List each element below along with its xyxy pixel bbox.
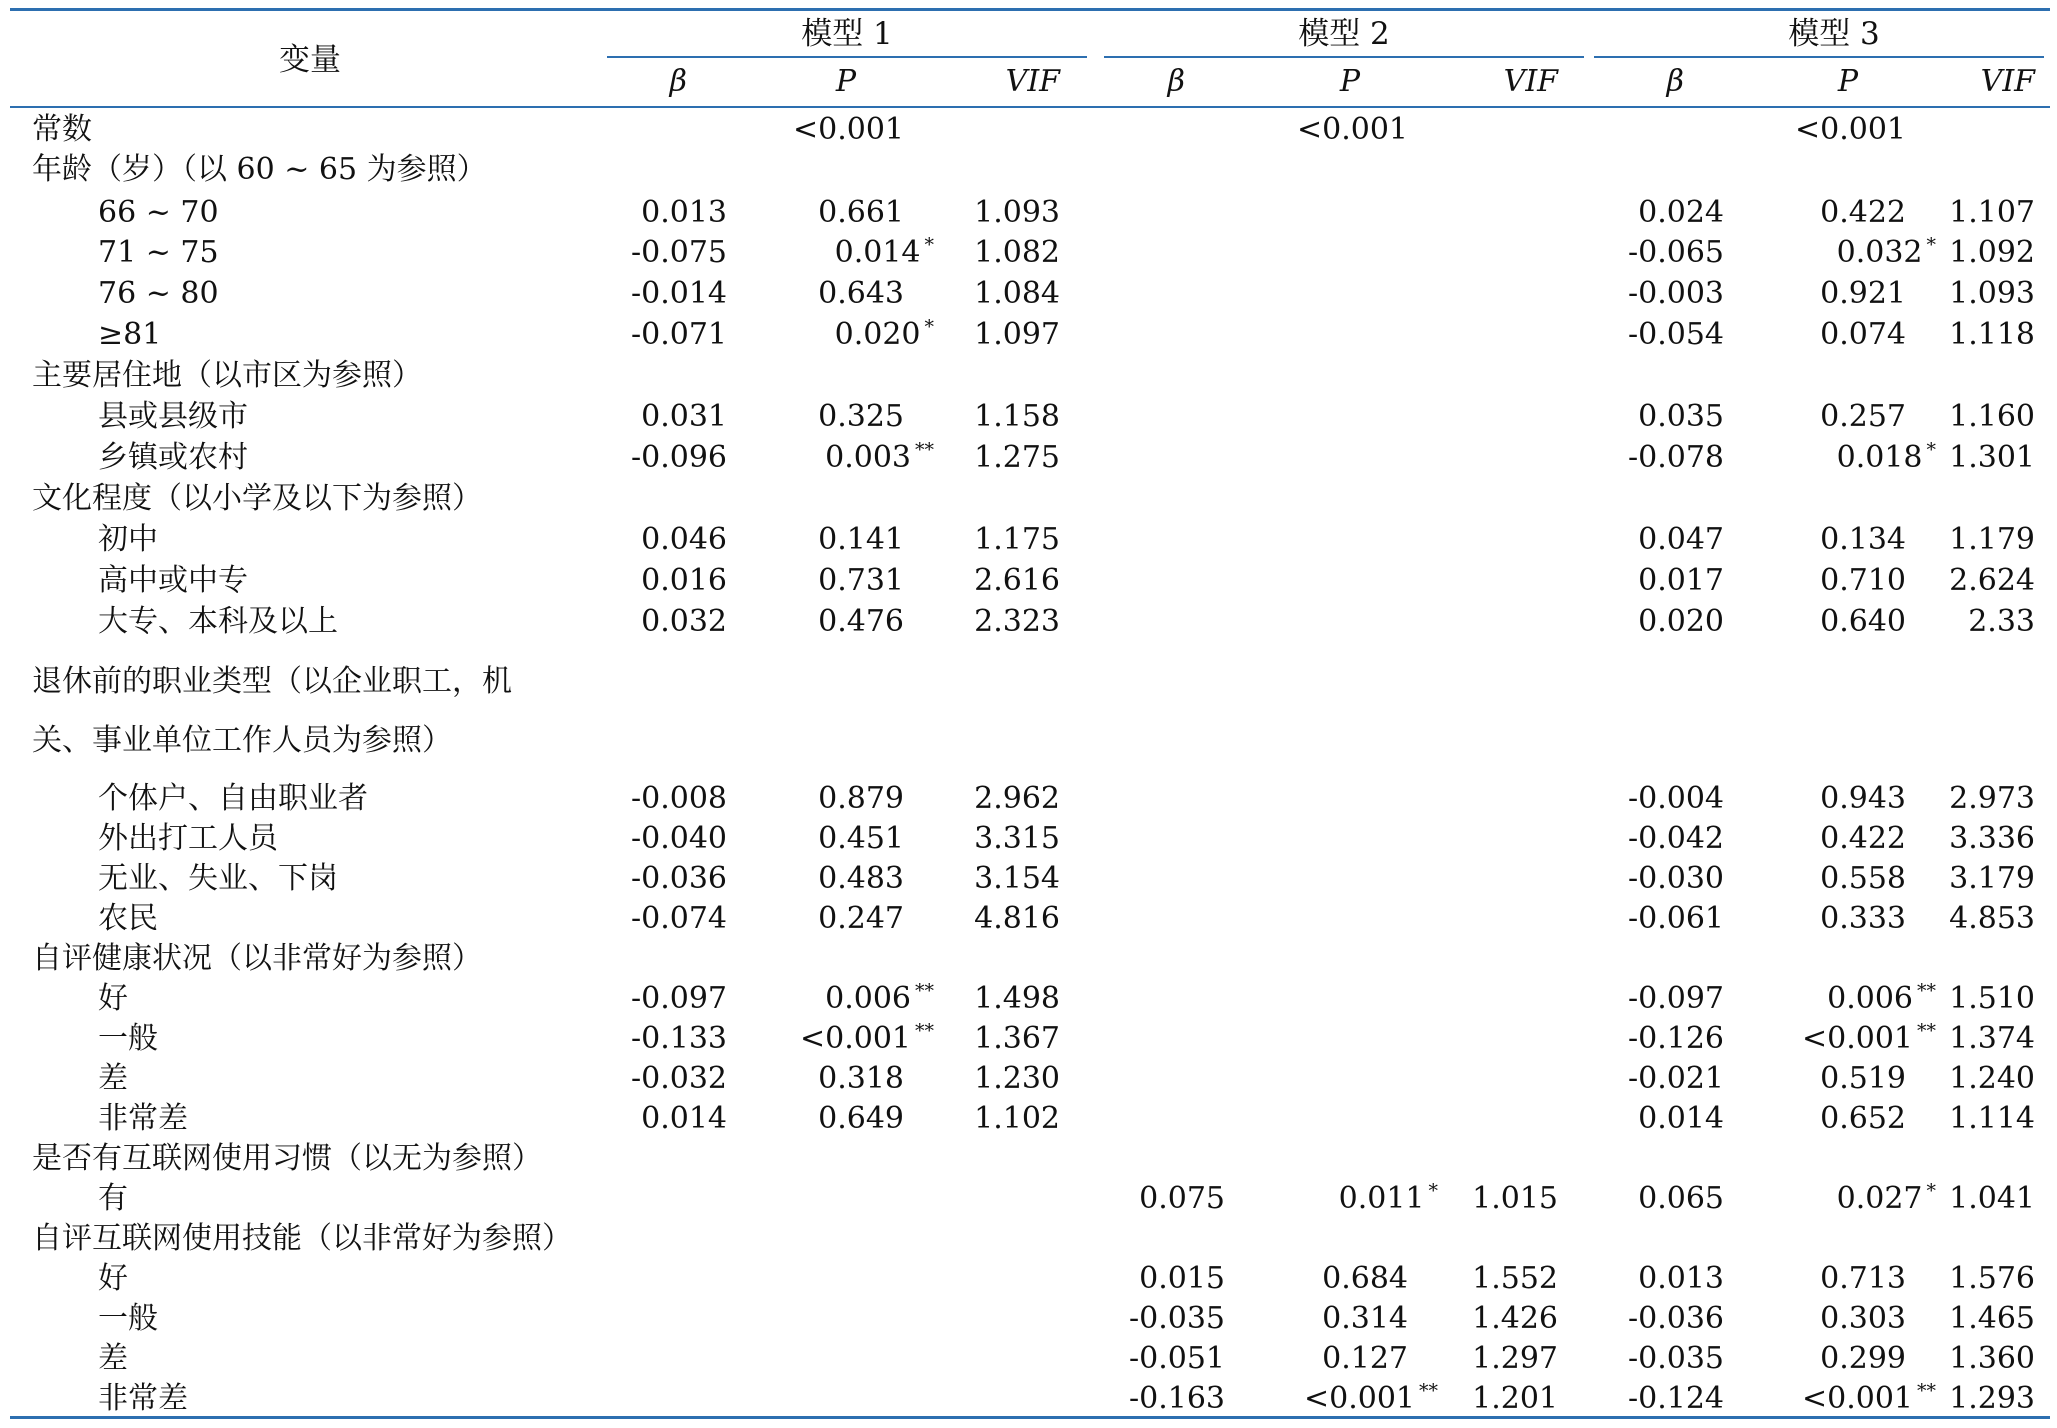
cell-m1-vif: 1.498 xyxy=(974,981,1060,1016)
cell-m3-vif: 1.118 xyxy=(1949,317,2035,352)
cell-m3-p: 0.074 xyxy=(1820,317,1906,352)
cell-m3-vif: 1.293 xyxy=(1949,1381,2035,1416)
bottom-rule xyxy=(10,1416,2050,1419)
cell-m2-vif: 1.552 xyxy=(1472,1261,1558,1296)
significance-mark: ** xyxy=(1419,1380,1438,1402)
cell-m3-beta: -0.036 xyxy=(1627,1301,1724,1336)
significance-mark: * xyxy=(1926,234,1936,256)
cell-m1-beta: -0.097 xyxy=(630,981,727,1016)
row-group-label: 常数 xyxy=(32,112,92,147)
cell-m3-p: 0.710 xyxy=(1820,563,1906,598)
header-model-2: 模型 2 xyxy=(1298,16,1390,52)
row-sublabel: 71 ~ 75 xyxy=(98,235,219,270)
cell-m3-vif: 1.576 xyxy=(1949,1261,2035,1296)
cell-m1-p: 0.318 xyxy=(818,1061,904,1096)
cell-m2-vif: 1.201 xyxy=(1472,1381,1558,1416)
cell-value: 0.006 xyxy=(1827,981,1913,1016)
row-sublabel: 好 xyxy=(98,1261,128,1296)
cell-m3-p: 0.333 xyxy=(1820,901,1906,936)
model-2-rule xyxy=(1104,56,1584,58)
cell-m3-vif: 1.374 xyxy=(1949,1021,2035,1056)
cell-m3-vif: 1.114 xyxy=(1949,1101,2035,1136)
cell-m1-beta: -0.074 xyxy=(630,901,727,936)
cell-m3-p: 0.519 xyxy=(1820,1061,1906,1096)
cell-m1-vif: 1.097 xyxy=(974,317,1060,352)
cell-m3-beta: 0.014 xyxy=(1638,1101,1724,1136)
significance-mark: ** xyxy=(915,439,934,461)
cell-m1-vif: 1.102 xyxy=(974,1101,1060,1136)
cell-value: 0.011 xyxy=(1338,1181,1425,1216)
cell-m3-p: 0.422 xyxy=(1820,195,1906,230)
cell-m3-vif: 2.973 xyxy=(1949,781,2035,816)
cell-m1-vif: 3.315 xyxy=(974,821,1060,856)
cell-m3-p: <0.001 xyxy=(1794,112,1906,147)
cell-m1-p: 0.643 xyxy=(818,276,904,311)
cell-m2-p: 0.127 xyxy=(1322,1341,1408,1376)
cell-value: <0.001 xyxy=(1303,1381,1415,1416)
significance-mark: * xyxy=(924,234,934,256)
row-sublabel: 有 xyxy=(98,1181,128,1216)
cell-m1-beta: 0.013 xyxy=(641,195,727,230)
cell-m3-beta: 0.047 xyxy=(1638,522,1724,557)
cell-m1-vif: 1.093 xyxy=(974,195,1060,230)
row-sublabel: 差 xyxy=(98,1061,128,1096)
cell-value: 0.014 xyxy=(834,235,921,270)
header-variable: 变量 xyxy=(279,42,341,78)
row-sublabel: 县或县级市 xyxy=(98,399,248,434)
cell-m1-beta: -0.036 xyxy=(630,861,727,896)
cell-m1-p: 0.483 xyxy=(818,861,904,896)
header-stat-m2-vif: VIF xyxy=(1503,64,1558,99)
row-group-label: 自评健康状况（以非常好为参照） xyxy=(32,941,482,976)
cell-m3-p: 0.558 xyxy=(1820,861,1906,896)
cell-m1-p: 0.731 xyxy=(818,563,904,598)
cell-m1-beta: 0.014 xyxy=(641,1101,727,1136)
cell-m2-beta: -0.163 xyxy=(1128,1381,1225,1416)
significance-mark: ** xyxy=(1917,1380,1936,1402)
header-stat-m3-vif: VIF xyxy=(1980,64,2035,99)
cell-m3-vif: 1.240 xyxy=(1949,1061,2035,1096)
row-sublabel: 个体户、自由职业者 xyxy=(98,781,368,816)
cell-m3-beta: -0.030 xyxy=(1627,861,1724,896)
cell-m2-beta: -0.051 xyxy=(1128,1341,1225,1376)
header-stat-m3-p: P xyxy=(1837,64,1858,99)
header-stat-m1-beta: β xyxy=(669,64,687,99)
cell-m3-beta: 0.020 xyxy=(1638,604,1724,639)
cell-m3-beta: -0.126 xyxy=(1627,1021,1724,1056)
cell-m1-beta: -0.133 xyxy=(630,1021,727,1056)
row-group-label: 年龄（岁）（以 60 ~ 65 为参照） xyxy=(32,152,487,187)
row-group-label: 关、事业单位工作人员为参照） xyxy=(32,723,452,758)
cell-m1-vif: 1.158 xyxy=(974,399,1060,434)
cell-m3-beta: -0.035 xyxy=(1627,1341,1724,1376)
row-group-label: 是否有互联网使用习惯（以无为参照） xyxy=(32,1141,542,1176)
cell-m3-p: 0.422 xyxy=(1820,821,1906,856)
cell-m1-beta: -0.096 xyxy=(630,440,727,475)
cell-m3-vif: 2.624 xyxy=(1949,563,2035,598)
cell-m3-vif: 1.510 xyxy=(1949,981,2035,1016)
significance-mark: ** xyxy=(1917,980,1936,1002)
header-bottom-rule xyxy=(10,106,2050,108)
row-sublabel: 大专、本科及以上 xyxy=(98,604,338,639)
row-sublabel: 一般 xyxy=(98,1301,158,1336)
cell-m3-beta: 0.024 xyxy=(1638,195,1724,230)
header-stat-m1-vif: VIF xyxy=(1005,64,1060,99)
cell-value: 0.020 xyxy=(834,317,921,352)
row-sublabel: 高中或中专 xyxy=(98,563,248,598)
cell-m3-beta: -0.078 xyxy=(1627,440,1724,475)
row-sublabel: 66 ~ 70 xyxy=(98,195,219,230)
cell-m1-p: 0.247 xyxy=(818,901,904,936)
cell-m1-p: 0.451 xyxy=(818,821,904,856)
header-stat-m2-p: P xyxy=(1339,64,1360,99)
cell-m1-vif: 3.154 xyxy=(974,861,1060,896)
cell-m2-beta: 0.015 xyxy=(1139,1261,1225,1296)
cell-value: 0.006 xyxy=(825,981,911,1016)
row-sublabel: 好 xyxy=(98,981,128,1016)
cell-m3-p: 0.713 xyxy=(1820,1261,1906,1296)
cell-m3-vif: 1.041 xyxy=(1949,1181,2035,1216)
row-group-label: 自评互联网使用技能（以非常好为参照） xyxy=(32,1221,572,1256)
cell-m1-vif: 1.084 xyxy=(974,276,1060,311)
header-model-3: 模型 3 xyxy=(1788,16,1880,52)
cell-m2-vif: 1.297 xyxy=(1472,1341,1558,1376)
cell-m1-vif: 1.082 xyxy=(974,235,1060,270)
cell-m3-beta: -0.042 xyxy=(1627,821,1724,856)
cell-m1-beta: -0.032 xyxy=(630,1061,727,1096)
cell-value: 0.018 xyxy=(1836,440,1923,475)
cell-m1-p: 0.141 xyxy=(818,522,904,557)
row-group-label: 退休前的职业类型（以企业职工，机 xyxy=(32,664,512,699)
row-sublabel: 非常差 xyxy=(98,1381,188,1416)
cell-m3-p: 0.921 xyxy=(1820,276,1906,311)
row-sublabel: 差 xyxy=(98,1341,128,1376)
row-sublabel: 一般 xyxy=(98,1021,158,1056)
cell-m2-beta: -0.035 xyxy=(1128,1301,1225,1336)
cell-m3-beta: 0.065 xyxy=(1638,1181,1724,1216)
row-sublabel: 外出打工人员 xyxy=(98,821,278,856)
cell-m1-vif: 1.367 xyxy=(974,1021,1060,1056)
cell-m3-p: 0.134 xyxy=(1820,522,1906,557)
cell-m1-beta: -0.075 xyxy=(630,235,727,270)
cell-value: 0.003 xyxy=(825,440,911,475)
header-stat-m3-beta: β xyxy=(1666,64,1684,99)
cell-m1-vif: 1.175 xyxy=(974,522,1060,557)
cell-m1-vif: 1.275 xyxy=(974,440,1060,475)
cell-m3-vif: 1.107 xyxy=(1949,195,2035,230)
cell-m1-beta: -0.071 xyxy=(630,317,727,352)
cell-m1-beta: 0.016 xyxy=(641,563,727,598)
cell-m3-beta: -0.003 xyxy=(1627,276,1724,311)
cell-m1-beta: -0.040 xyxy=(630,821,727,856)
cell-value: 0.027 xyxy=(1836,1181,1923,1216)
cell-m3-vif: 1.093 xyxy=(1949,276,2035,311)
cell-m1-p: <0.001 xyxy=(792,112,904,147)
top-rule xyxy=(10,8,2050,11)
cell-m3-p: 0.652 xyxy=(1820,1101,1906,1136)
cell-m1-vif: 2.616 xyxy=(974,563,1060,598)
cell-m1-p: 0.879 xyxy=(818,781,904,816)
cell-m2-vif: 1.426 xyxy=(1472,1301,1558,1336)
cell-m3-vif: 1.092 xyxy=(1949,235,2035,270)
row-sublabel: ≥81 xyxy=(98,317,162,352)
cell-m1-p: 0.661 xyxy=(818,195,904,230)
cell-m1-vif: 1.230 xyxy=(974,1061,1060,1096)
cell-m2-p: <0.001 xyxy=(1296,112,1408,147)
cell-m1-beta: -0.014 xyxy=(630,276,727,311)
cell-m1-p: 0.325 xyxy=(818,399,904,434)
cell-m1-beta: 0.046 xyxy=(641,522,727,557)
cell-m1-p: 0.649 xyxy=(818,1101,904,1136)
cell-m3-beta: -0.021 xyxy=(1627,1061,1724,1096)
cell-m2-p: 0.684 xyxy=(1322,1261,1408,1296)
cell-m3-p: 0.640 xyxy=(1820,604,1906,639)
cell-m1-beta: -0.008 xyxy=(630,781,727,816)
cell-m3-beta: 0.017 xyxy=(1638,563,1724,598)
row-sublabel: 非常差 xyxy=(98,1101,188,1136)
row-group-label: 文化程度（以小学及以下为参照） xyxy=(32,481,482,516)
cell-m1-p: 0.476 xyxy=(818,604,904,639)
significance-mark: * xyxy=(1428,1180,1438,1202)
cell-m3-p: 0.257 xyxy=(1820,399,1906,434)
row-sublabel: 农民 xyxy=(98,901,158,936)
cell-m3-p: 0.303 xyxy=(1820,1301,1906,1336)
cell-m3-vif: 3.179 xyxy=(1949,861,2035,896)
cell-m3-beta: -0.097 xyxy=(1627,981,1724,1016)
cell-m3-p: 0.943 xyxy=(1820,781,1906,816)
cell-m3-vif: 4.853 xyxy=(1949,901,2035,936)
cell-m2-beta: 0.075 xyxy=(1139,1181,1225,1216)
cell-value: <0.001 xyxy=(1801,1021,1913,1056)
cell-m1-vif: 2.962 xyxy=(974,781,1060,816)
significance-mark: * xyxy=(1926,439,1936,461)
row-sublabel: 乡镇或农村 xyxy=(98,440,248,475)
cell-m3-vif: 1.301 xyxy=(1949,440,2035,475)
cell-m3-beta: -0.124 xyxy=(1627,1381,1724,1416)
cell-value: 0.032 xyxy=(1836,235,1923,270)
significance-mark: ** xyxy=(1917,1020,1936,1042)
cell-m1-vif: 4.816 xyxy=(974,901,1060,936)
cell-m2-vif: 1.015 xyxy=(1472,1181,1558,1216)
model-1-rule xyxy=(607,56,1087,58)
cell-m3-beta: -0.061 xyxy=(1627,901,1724,936)
header-model-1: 模型 1 xyxy=(801,16,893,52)
cell-m3-vif: 1.465 xyxy=(1949,1301,2035,1336)
cell-m3-beta: -0.065 xyxy=(1627,235,1724,270)
significance-mark: ** xyxy=(915,1020,934,1042)
cell-m3-vif: 1.360 xyxy=(1949,1341,2035,1376)
significance-mark: * xyxy=(1926,1180,1936,1202)
row-sublabel: 初中 xyxy=(98,522,158,557)
significance-mark: * xyxy=(924,316,934,338)
cell-m3-vif: 3.336 xyxy=(1949,821,2035,856)
row-group-label: 主要居住地（以市区为参照） xyxy=(32,358,422,393)
cell-m3-vif: 1.179 xyxy=(1949,522,2035,557)
row-sublabel: 无业、失业、下岗 xyxy=(98,861,338,896)
header-stat-m2-beta: β xyxy=(1167,64,1185,99)
row-sublabel: 76 ~ 80 xyxy=(98,276,219,311)
model-3-rule xyxy=(1594,56,2044,58)
cell-m1-beta: 0.031 xyxy=(641,399,727,434)
cell-m1-vif: 2.323 xyxy=(974,604,1060,639)
cell-m3-beta: -0.054 xyxy=(1627,317,1724,352)
cell-m2-p: 0.314 xyxy=(1322,1301,1408,1336)
cell-value: <0.001 xyxy=(1801,1381,1913,1416)
header-stat-m1-p: P xyxy=(835,64,856,99)
cell-m1-beta: 0.032 xyxy=(641,604,727,639)
cell-m3-vif: 1.160 xyxy=(1949,399,2035,434)
significance-mark: ** xyxy=(915,980,934,1002)
cell-value: <0.001 xyxy=(799,1021,911,1056)
cell-m3-beta: 0.013 xyxy=(1638,1261,1724,1296)
cell-m3-p: 0.299 xyxy=(1820,1341,1906,1376)
cell-m3-beta: 0.035 xyxy=(1638,399,1724,434)
cell-m3-beta: -0.004 xyxy=(1627,781,1724,816)
cell-m3-vif: 2.33 xyxy=(1968,604,2035,639)
